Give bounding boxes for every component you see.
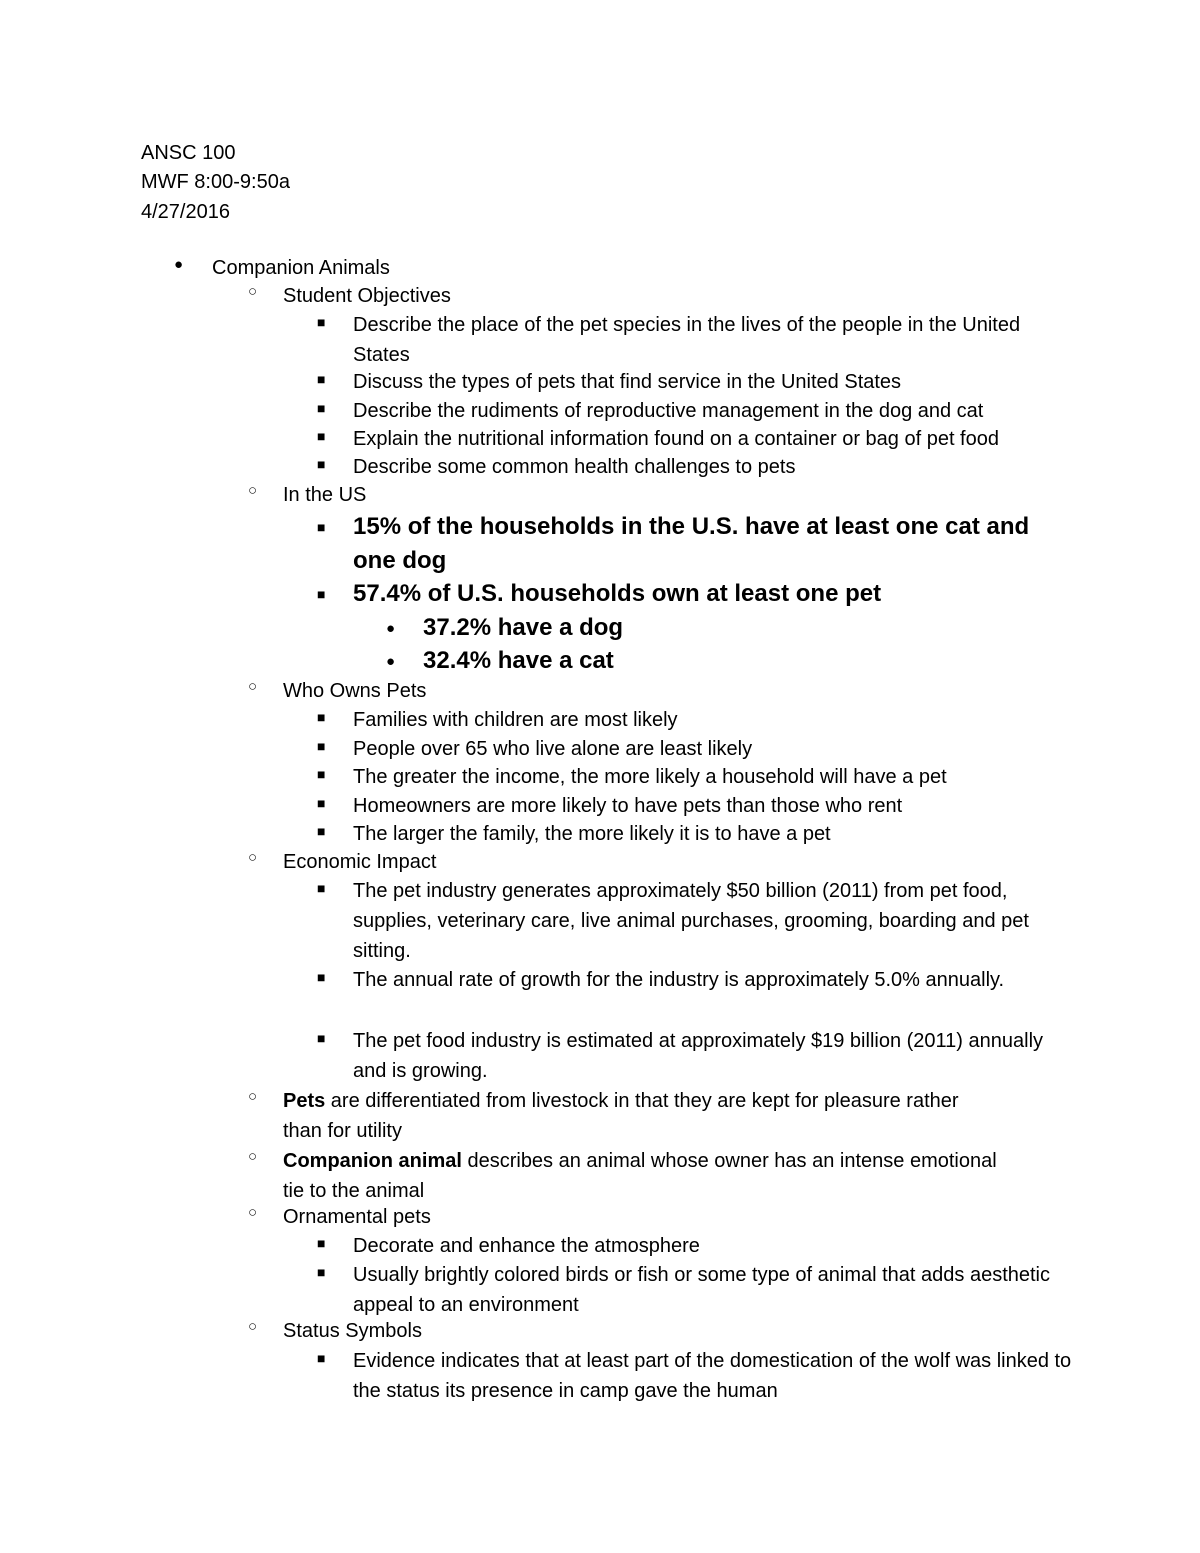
objective-text: Describe the place of the pet species in the lives of the people in the United States [353,314,1021,366]
bullet-filled-circle: ● [386,620,396,637]
economic-fact-text: The annual rate of growth for the industry is approximately 5.0% annually. [353,969,1005,991]
term-pets: Pets [283,1090,326,1112]
definition-companion-animal [283,1146,1003,1206]
bullet-hollow-circle: ○ [248,482,258,499]
course-title: ANSC 100 [141,142,236,164]
bullet-filled-circle: ● [386,653,396,670]
bullet-square: ■ [317,880,326,896]
section-heading-economic-impact: Economic Impact [283,851,437,873]
objective-text: Explain the nutritional information found on a container or bag of pet food [353,428,999,450]
section-heading-ornamental-pets: Ornamental pets [283,1206,431,1228]
ornamental-fact-text: Usually brightly colored birds or fish or some type of animal that adds aesthetic appeal to an environment [353,1264,1051,1316]
bullet-square: ■ [317,456,326,472]
bullet-square: ■ [317,519,326,535]
bullet-square: ■ [317,969,326,985]
ornamental-fact-text: Decorate and enhance the atmosphere [353,1235,700,1257]
topic-heading: Companion Animals [212,257,390,279]
objective-text: Discuss the types of pets that find service in the United States [353,371,902,393]
bullet-square: ■ [317,428,326,444]
statistic-text: 57.4% of U.S. households own at least one pet [353,580,882,607]
class-schedule: MWF 8:00-9:50a [141,171,290,193]
status-fact-text: Evidence indicates that at least part of the domestication of the wolf was linked to the status its presence in camp gave the human [353,1350,1072,1402]
bullet-filled-circle: ● [174,256,184,273]
bullet-hollow-circle: ○ [248,678,258,695]
bullet-hollow-circle: ○ [248,1088,258,1105]
bullet-square: ■ [317,1350,326,1366]
bullet-square: ■ [317,1264,326,1280]
owner-fact-text: Families with children are most likely [353,709,678,731]
objective-text: Describe the rudiments of reproductive management in the dog and cat [353,400,984,422]
bullet-square: ■ [317,795,326,811]
bullet-square: ■ [317,766,326,782]
statistic-text: 32.4% have a cat [423,647,614,674]
owner-fact-text: The larger the family, the more likely it is to have a pet [353,823,831,845]
section-heading-status-symbols: Status Symbols [283,1320,422,1342]
definition-text: describes an animal whose owner has an intense emotional tie to the animal [283,1150,997,1202]
bullet-hollow-circle: ○ [248,1204,258,1221]
bullet-square: ■ [317,738,326,754]
owner-fact-text: Homeowners are more likely to have pets than those who rent [353,795,903,817]
bullet-square: ■ [317,823,326,839]
bullet-square: ■ [317,709,326,725]
bullet-hollow-circle: ○ [248,283,258,300]
bullet-hollow-circle: ○ [248,849,258,866]
owner-fact-text: People over 65 who live alone are least likely [353,738,753,760]
definition-text: are differentiated from livestock in that they are kept for pleasure rather than for utility [283,1090,959,1142]
bullet-square: ■ [317,1030,326,1046]
bullet-square: ■ [317,400,326,416]
economic-fact-text: The pet industry generates approximately $50 billion (2011) from pet food, supplies, veterinary care, live animal purchases, grooming, boarding and pet sitting. [353,880,1029,962]
economic-fact-text: The pet food industry is estimated at approximately $19 billion (2011) annually and is growing. [353,1030,1044,1082]
statistic-text: 37.2% have a dog [423,614,624,641]
bullet-hollow-circle: ○ [248,1318,258,1335]
bullet-square: ■ [317,314,326,330]
section-heading-in-the-us: In the US [283,484,367,506]
bullet-square: ■ [317,371,326,387]
definition-pets [283,1086,1003,1146]
note-date: 4/27/2016 [141,201,230,223]
objective-text: Describe some common health challenges to pets [353,456,796,478]
statistic-text: 15% of the households in the U.S. have at least one cat and one dog [353,513,1030,574]
section-heading-objectives: Student Objectives [283,285,451,307]
section-heading-who-owns-pets: Who Owns Pets [283,680,427,702]
owner-fact-text: The greater the income, the more likely a household will have a pet [353,766,947,788]
bullet-square: ■ [317,1235,326,1251]
term-companion-animal: Companion animal [283,1150,462,1172]
bullet-hollow-circle: ○ [248,1148,258,1165]
bullet-square: ■ [317,586,326,602]
